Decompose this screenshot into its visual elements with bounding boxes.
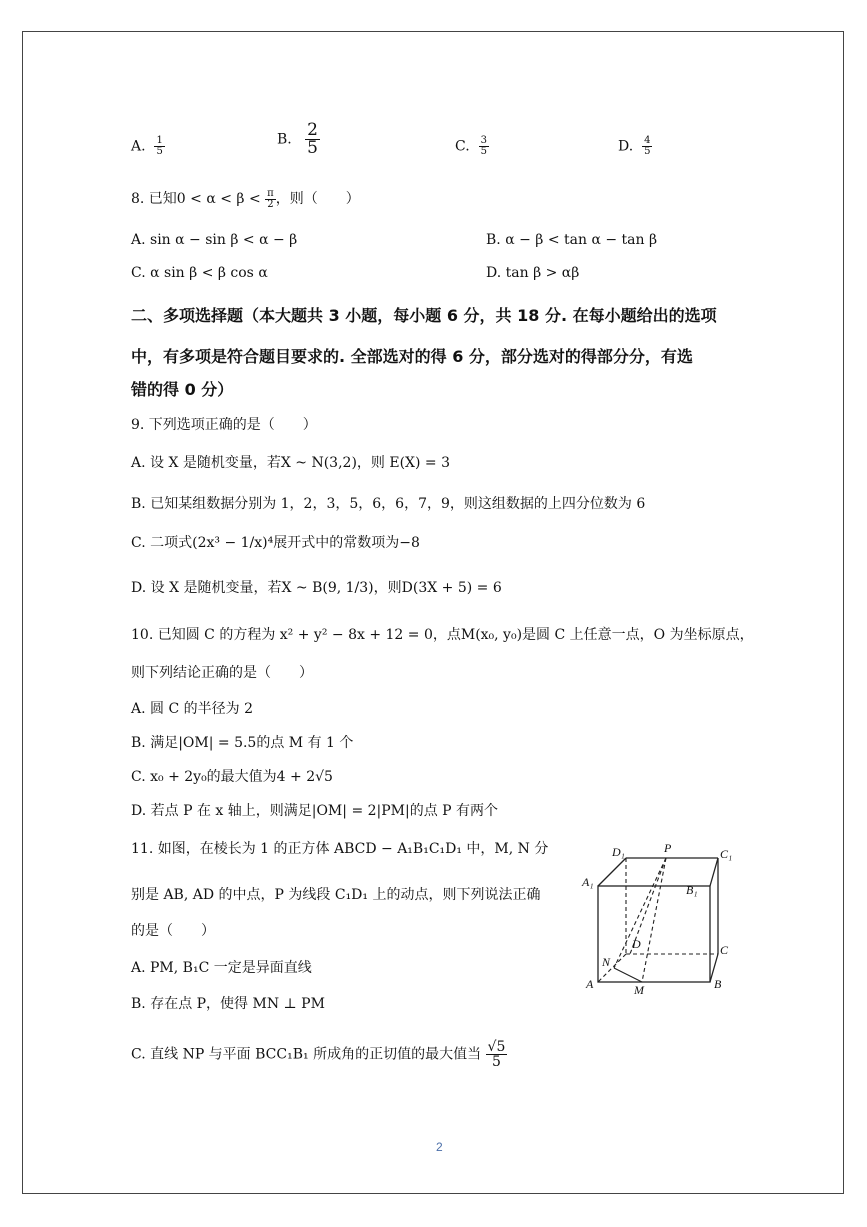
q11-option-b: B. 存在点 P，使得 MN ⊥ PM — [131, 996, 325, 1012]
label-d1: D₁ — [612, 845, 625, 859]
fraction: $\frac{2}{5}$ — [307, 120, 318, 158]
q8-stem: 8. 已知0 < α < β < $\frac{\pi}{2}$ ，则（ ） — [131, 187, 360, 210]
label-p: P — [664, 841, 672, 855]
q8-option-c: C. α sin β < β cos α — [131, 265, 268, 281]
q7-option-b: B. $\frac{2}{5}$ — [277, 120, 318, 158]
label-c: C — [720, 943, 729, 957]
q9-stem: 9. 下列选项正确的是（ ） — [131, 417, 317, 433]
label-m: M — [634, 983, 644, 996]
q10-stem-line1: 10. 已知圆 C 的方程为 x² + y² − 8x + 12 = 0，点M(x₀, y₀)是圆 C 上任意一点，O 为坐标原点， — [131, 627, 754, 643]
label-n: N — [602, 955, 611, 969]
q9-option-d: D. 设 X 是随机变量，若X ~ B(9, 1/3)，则D(3X + 5) = 6 — [131, 580, 502, 596]
label-a: A — [586, 977, 594, 991]
label-c1: C₁ — [720, 847, 733, 861]
q8-option-b: B. α − β < tan α − tan β — [486, 232, 658, 248]
binomial-expression: (2x³ − 1/x)⁴ — [192, 535, 274, 551]
section-heading-line3: 错的得 0 分） — [131, 380, 234, 399]
section-heading-line1: 二、多项选择题（本大题共 3 小题，每小题 6 分，共 18 分. 在每小题给出的选项 — [131, 306, 717, 325]
q8-option-d: D. tan β > αβ — [486, 265, 580, 281]
q9-option-a: A. 设 X 是随机变量，若X ~ N(3,2)，则 E(X) = 3 — [131, 455, 451, 471]
q8-option-a: A. sin α − sin β < α − β — [131, 232, 298, 248]
label-b: B — [714, 977, 722, 991]
q11-stem-line3: 的是（ ） — [131, 923, 215, 939]
q7-option-a: A. $\frac{1}{5}$ — [131, 135, 163, 157]
section-heading-line2: 中，有多项是符合题目要求的. 全部选对的得 6 分，部分选对的得部分分，有选 — [131, 347, 693, 366]
label-a1: A₁ — [582, 875, 594, 889]
q10-option-b: B. 满足|OM| = 5.5的点 M 有 1 个 — [131, 735, 354, 751]
label-b1: B₁ — [686, 883, 698, 897]
q7-option-d: D. $\frac{4}{5}$ — [618, 135, 651, 157]
q9-option-b: B. 已知某组数据分别为 1，2，3，5，6，6，7，9，则这组数据的上四分位数为 6 — [131, 496, 646, 512]
q10-option-c: C. x₀ + 2y₀的最大值为4 + 2√5 — [131, 769, 333, 785]
q7-option-c: C. $\frac{3}{5}$ — [455, 135, 487, 157]
q11-option-c: C. 直线 NP 与平面 BCC₁B₁ 所成角的正切值的最大值当 $\frac{√5}{5}$ — [131, 1039, 506, 1070]
q10-option-a: A. 圆 C 的半径为 2 — [131, 701, 253, 717]
q10-stem-line2: 则下列结论正确的是（ ） — [131, 665, 313, 681]
fraction: $\frac{\pi}{2}$ — [267, 187, 274, 210]
label-d: D — [632, 937, 641, 951]
q11-stem-line2: 别是 AB, AD 的中点，P 为线段 C₁D₁ 上的动点，则下列说法正确 — [131, 887, 541, 903]
page-number: 2 — [436, 1140, 443, 1154]
fraction: $\frac{√5}{5}$ — [487, 1039, 506, 1070]
q11-option-a: A. PM, B₁C 一定是异面直线 — [131, 960, 312, 976]
q11-stem-line1: 11. 如图，在棱长为 1 的正方体 ABCD − A₁B₁C₁D₁ 中，M, N 分 — [131, 841, 549, 857]
q10-option-d: D. 若点 P 在 x 轴上，则满足|OM| = 2|PM|的点 P 有两个 — [131, 803, 499, 819]
fraction: $\frac{4}{5}$ — [644, 135, 651, 157]
cube-figure — [576, 836, 756, 996]
fraction: $\frac{3}{5}$ — [480, 135, 487, 157]
q9-option-c: C. 二项式(2x³ − 1/x)⁴展开式中的常数项为−8 — [131, 535, 420, 551]
fraction: $\frac{1}{5}$ — [156, 135, 163, 157]
